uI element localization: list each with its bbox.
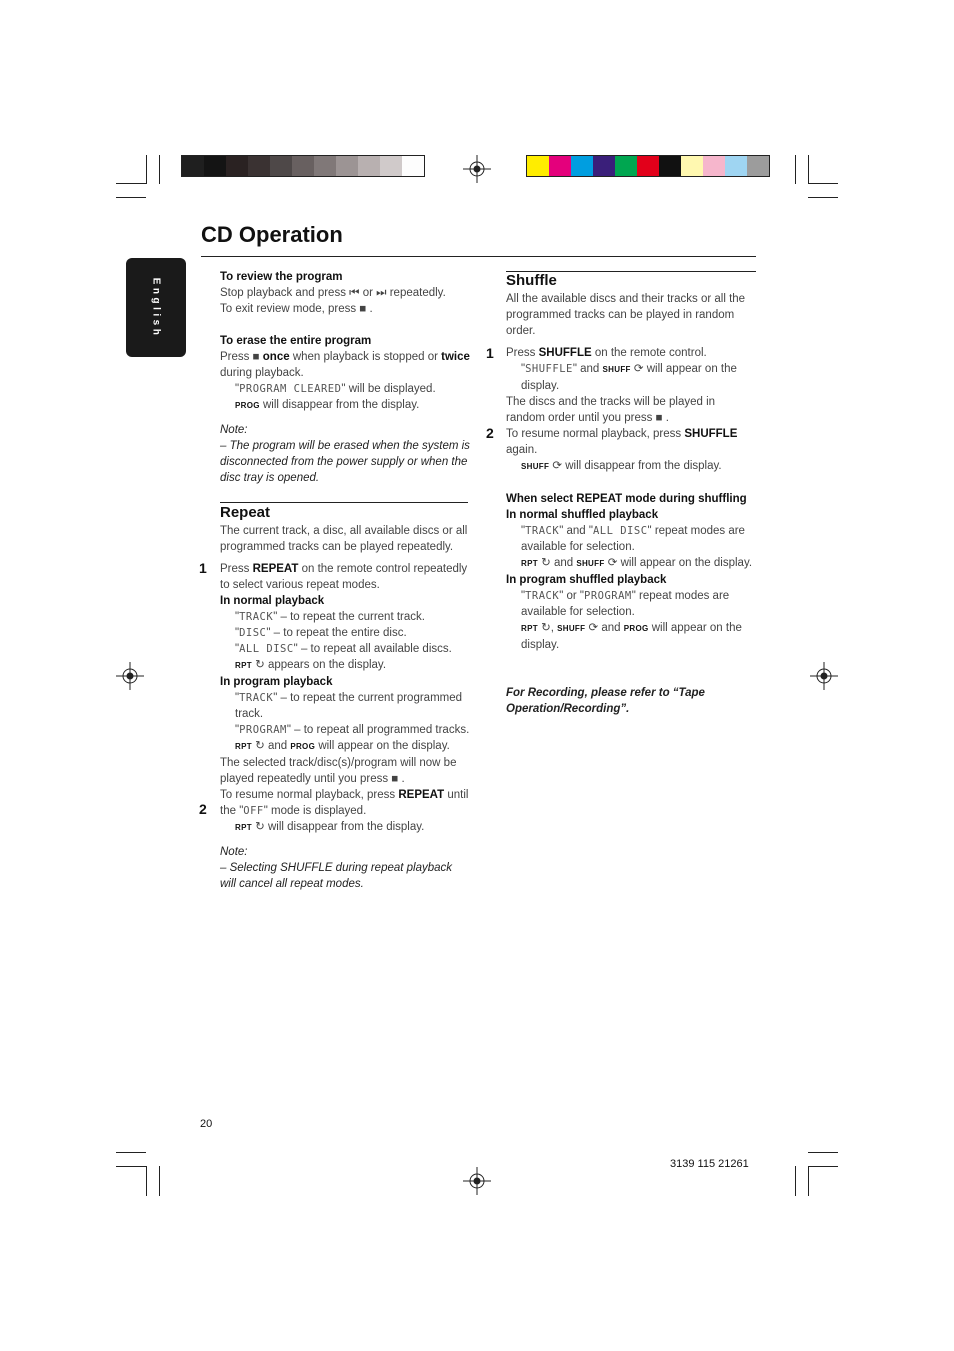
review-heading: To review the program: [220, 271, 343, 283]
calibration-swatch: [527, 156, 549, 176]
next-icon: ⏭: [376, 287, 387, 299]
mode-all-disc: "ALL DISC" – to repeat all available discs.: [235, 643, 452, 655]
shuffle-icon: ⟳: [633, 363, 644, 375]
erase-heading: To erase the entire program: [220, 335, 372, 347]
calibration-swatch: [182, 156, 204, 176]
gray-calibration-bar: [181, 155, 425, 177]
step-number: 2: [199, 801, 207, 817]
calibration-swatch: [681, 156, 703, 176]
calibration-swatch: [248, 156, 270, 176]
mode-program-track: "TRACK" – to repeat the current programmed track.: [235, 692, 463, 720]
program-shuffled-heading: In program shuffled playback: [506, 574, 667, 586]
crop-mark: [808, 1166, 809, 1196]
crop-mark: [116, 1152, 146, 1153]
mode-disc: "DISC" – to repeat the entire disc.: [235, 627, 407, 639]
calibration-swatch: [637, 156, 659, 176]
erase-text: Press ■ once when playback is stopped or twice during playback.: [220, 351, 470, 379]
normal-shuffled-modes: "TRACK" and "ALL DISC" repeat modes are available for selection.: [521, 525, 745, 553]
review-text: Stop playback and press ⏮ or ⏭ repeatedly.: [220, 287, 446, 299]
calibration-swatch: [725, 156, 747, 176]
registration-mark-icon: [463, 155, 491, 183]
shuffle-icon: ⟳: [607, 557, 618, 569]
step-number: 2: [486, 425, 494, 441]
registration-mark-icon: [116, 662, 144, 690]
repeat-step2: To resume normal playback, press REPEAT until the "OFF" mode is displayed.: [220, 789, 469, 817]
stop-icon: ■: [252, 351, 260, 363]
step-number: 1: [199, 560, 207, 576]
crop-mark: [116, 197, 146, 198]
program-playback-heading: In program playback: [220, 676, 333, 688]
repeat-icon: ↻: [255, 659, 265, 671]
shuffle-icon: ⟳: [588, 622, 599, 634]
crop-mark: [795, 1166, 796, 1196]
registration-mark-icon: [810, 662, 838, 690]
registration-mark-icon: [463, 1167, 491, 1195]
crop-mark: [159, 1166, 160, 1196]
normal-playback-heading: In normal playback: [220, 595, 325, 607]
note-label: Note:: [220, 846, 248, 858]
recording-note: For Recording, please refer to “Tape Operation/Recording”.: [506, 687, 705, 715]
repeat-icon: ↻: [541, 557, 551, 569]
language-tab: [126, 258, 186, 357]
rpt-prog-appear-text: RPT ↻ and PROG will appear on the display.: [235, 740, 450, 752]
calibration-swatch: [204, 156, 226, 176]
when-repeat-heading: When select REPEAT mode during shuffling: [506, 493, 747, 505]
left-column: [220, 269, 470, 486]
selected-text: The selected track/disc(s)/program will now be played repeatedly until you press ■ .: [220, 757, 457, 785]
color-calibration-bar: [526, 155, 770, 177]
shuff-disappear-text: SHUFF ⟳ will disappear from the display.: [521, 460, 722, 472]
shuffle-title: Shuffle: [506, 272, 557, 289]
shuffle-intro: All the available discs and their tracks or all the programmed tracks can be played in random order.: [506, 293, 746, 337]
calibration-swatch: [358, 156, 380, 176]
doc-code: 3139 115 21261: [670, 1158, 749, 1170]
repeat-title: Repeat: [220, 504, 271, 521]
calibration-swatch: [549, 156, 571, 176]
calibration-swatch: [270, 156, 292, 176]
repeat-icon: ↻: [255, 821, 265, 833]
language-tab-label: English: [150, 277, 162, 339]
repeat-section: [220, 503, 470, 892]
repeat-intro: The current track, a disc, all available discs or all programmed tracks can be played repeatedly.: [220, 525, 468, 553]
page-number: 20: [200, 1118, 213, 1130]
calibration-swatch: [593, 156, 615, 176]
repeat-icon: ↻: [255, 740, 265, 752]
erase-display-text: "PROGRAM CLEARED" will be displayed.: [235, 383, 436, 395]
rpt-appears-text: RPT ↻ appears on the display.: [235, 659, 387, 671]
note-shuffle: – Selecting SHUFFLE during repeat playback will cancel all repeat modes.: [220, 862, 453, 890]
calibration-swatch: [292, 156, 314, 176]
previous-icon: ⏮: [349, 287, 360, 299]
mode-program: "PROGRAM" – to repeat all programmed tracks.: [235, 724, 470, 736]
shuffle-display-text: "SHUFFLE" and SHUFF ⟳ will appear on the display.: [521, 363, 737, 392]
step-number: 1: [486, 345, 494, 361]
calibration-swatch: [747, 156, 769, 176]
crop-mark: [808, 155, 809, 184]
crop-mark: [808, 1166, 838, 1167]
calibration-swatch: [314, 156, 336, 176]
note-erase: – The program will be erased when the system is disconnected from the power supply or when the disc tray is opened.: [220, 440, 470, 484]
crop-mark: [808, 183, 838, 184]
normal-shuffled-heading: In normal shuffled playback: [506, 509, 659, 521]
note-label: Note:: [220, 424, 248, 436]
program-shuffled-modes: "TRACK" or "PROGRAM" repeat modes are available for selection.: [521, 590, 730, 618]
calibration-swatch: [571, 156, 593, 176]
mode-track: "TRACK" – to repeat the current track.: [235, 611, 425, 623]
page-title: CD Operation: [201, 222, 343, 247]
crop-mark: [116, 183, 146, 184]
rpt-shuff-appear-text: RPT ↻ and SHUFF ⟳ will appear on the display.: [521, 557, 753, 569]
calibration-swatch: [659, 156, 681, 176]
rpt-shuff-prog-appear-text: RPT ↻, SHUFF ⟳ and PROG will appear on the display.: [521, 622, 742, 651]
repeat-icon: ↻: [541, 622, 551, 634]
calibration-swatch: [402, 156, 424, 176]
shuffle-section: [506, 271, 756, 717]
calibration-swatch: [226, 156, 248, 176]
shuffle-icon: ⟳: [552, 460, 563, 472]
stop-icon: ■: [359, 303, 367, 315]
crop-mark: [159, 155, 160, 184]
crop-mark: [116, 1166, 146, 1167]
rpt-disappear-text: RPT ↻ will disappear from the display.: [235, 821, 425, 833]
crop-mark: [795, 155, 796, 184]
repeat-step1: Press REPEAT on the remote control repeatedly to select various repeat modes.: [220, 563, 468, 591]
crop-mark: [808, 1152, 838, 1153]
crop-mark: [146, 1166, 147, 1196]
shuffle-step1: Press SHUFFLE on the remote control.: [506, 347, 707, 359]
calibration-swatch: [380, 156, 402, 176]
calibration-swatch: [703, 156, 725, 176]
calibration-swatch: [336, 156, 358, 176]
review-exit-text: To exit review mode, press ■ .: [220, 303, 373, 315]
stop-icon: ■: [391, 773, 399, 785]
crop-mark: [808, 197, 838, 198]
shuffle-step2: To resume normal playback, press SHUFFLE again.: [506, 428, 738, 456]
title-rule: [201, 256, 756, 257]
prog-disappear-text: PROG will disappear from the display.: [235, 399, 420, 411]
calibration-swatch: [615, 156, 637, 176]
stop-icon: ■: [655, 412, 663, 424]
crop-mark: [146, 155, 147, 184]
random-text: The discs and the tracks will be played in random order until you press ■ .: [506, 396, 716, 424]
